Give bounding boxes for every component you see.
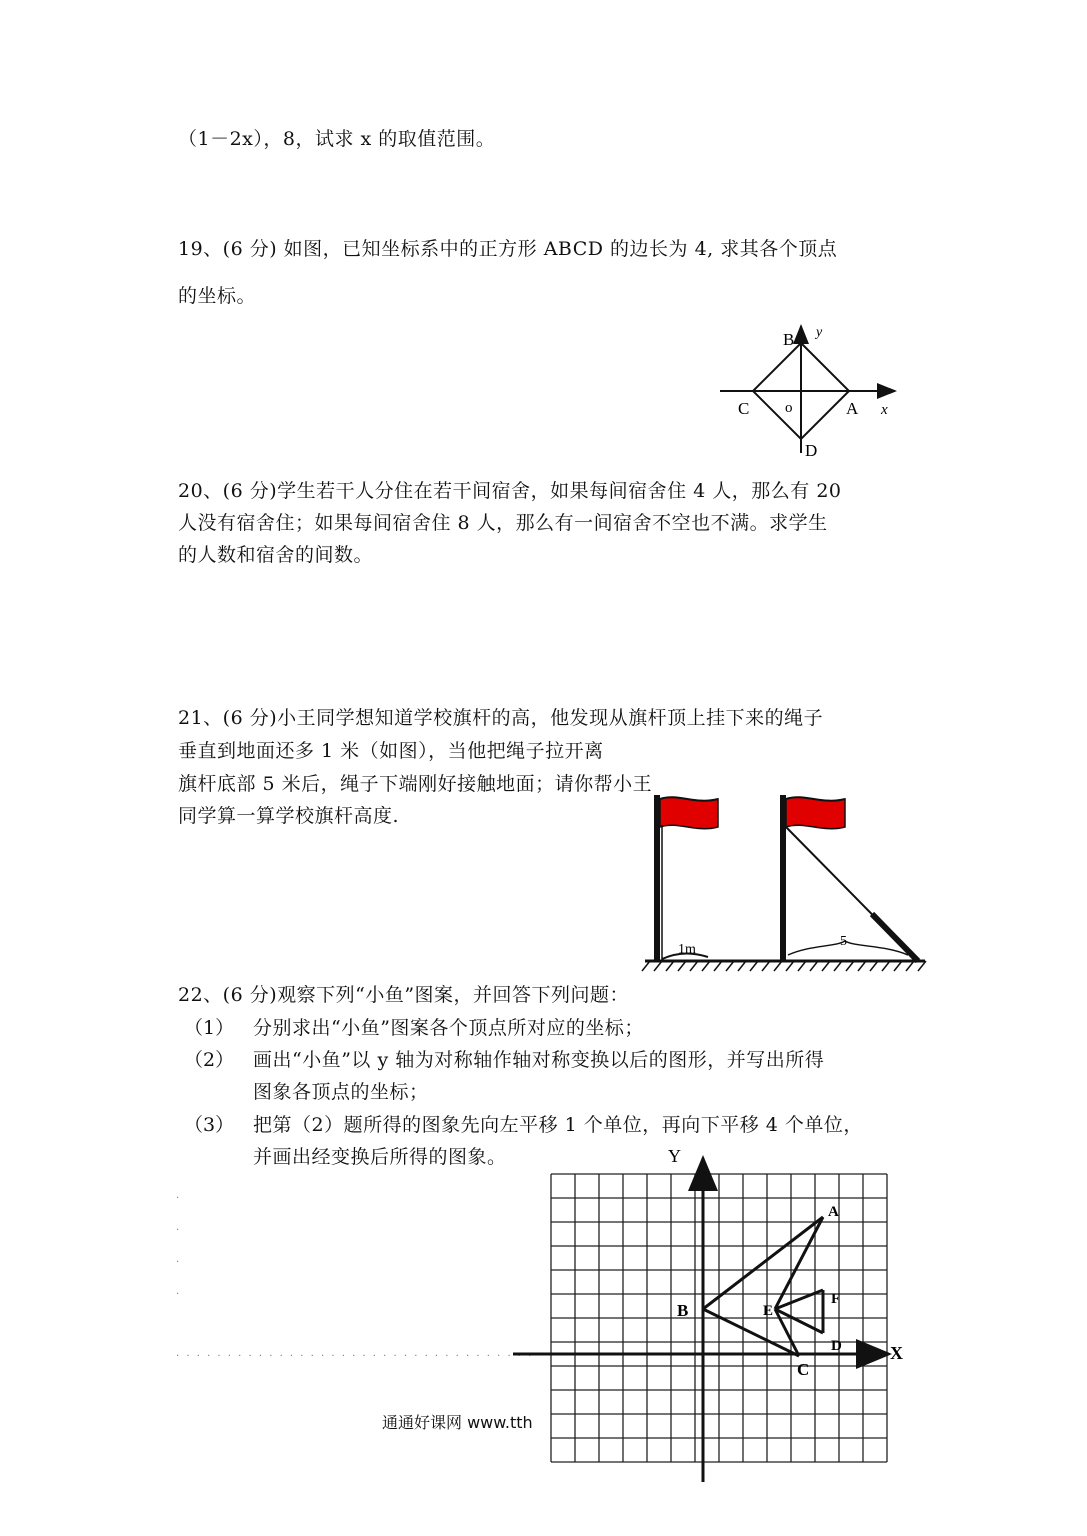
q19-line2: 的坐标。: [178, 285, 257, 307]
q19-label-b: B: [783, 330, 795, 349]
q22-item3-num: （3）: [184, 1114, 235, 1136]
margin-dot: .: [176, 1222, 182, 1233]
fish-label-y-axis: Y: [668, 1146, 681, 1166]
margin-dot: .: [176, 1254, 182, 1265]
q20-line1: 20、(6 分)学生若干人分住在若干间宿舍，如果每间宿舍住 4 人，那么有 20: [178, 480, 842, 502]
q19-label-x: x: [881, 402, 888, 418]
fish-shape: [703, 1217, 823, 1356]
right-pole: [780, 795, 786, 961]
intro-line: （1－2x），8，试求 x 的取值范围。: [178, 128, 496, 150]
label-1m: 1m: [678, 942, 696, 957]
fish-label-d: D: [831, 1338, 842, 1354]
q19-label-a: A: [846, 399, 859, 418]
left-flag: [660, 797, 718, 828]
fish-label-b: B: [677, 1301, 689, 1320]
q22-item3-text: 把第（2）题所得的图象先向左平移 1 个单位，再向下平移 4 个单位，: [253, 1114, 863, 1136]
q20-line3: 的人数和宿舍的间数。: [178, 544, 374, 566]
margin-dot: .: [176, 1286, 182, 1297]
q21-line2: 垂直到地面还多 1 米（如图），当他把绳子拉开离: [178, 740, 604, 762]
dotted-line: . . . . . . . . . . . . . . . . . . . . . . . . . . . . . . . . . . .: [176, 1348, 534, 1359]
q20-line2: 人没有宿舍住；如果每间宿舍住 8 人，那么有一间宿舍不空也不满。求学生: [178, 512, 828, 534]
q22-item2-text2: 图象各顶点的坐标；: [253, 1081, 429, 1103]
q21-line3: 旗杆底部 5 米后，绳子下端刚好接触地面；请你帮小王: [178, 773, 653, 795]
q21-flagpole-figure: [640, 785, 930, 979]
q21-line4: 同学算一算学校旗杆高度.: [178, 805, 400, 827]
q22-item1-text: 分别求出“小鱼”图案各个顶点所对应的坐标；: [253, 1017, 644, 1039]
q19-square-figure: [715, 318, 915, 467]
slanted-rope-thick: [872, 914, 918, 961]
fish-label-x-axis: X: [890, 1343, 903, 1363]
q21-line1: 21、(6 分)小王同学想知道学校旗杆的高，他发现从旗杆顶上挂下来的绳子: [178, 707, 824, 729]
q22-item1-num: （1）: [184, 1017, 235, 1039]
q19-label-c: C: [738, 399, 750, 418]
fish-label-e: E: [763, 1303, 774, 1319]
q22-item2-text: 画出“小鱼”以 y 轴为对称轴作轴对称变换以后的图形，并写出所得: [253, 1049, 825, 1071]
q22-item2-num: （2）: [184, 1049, 235, 1071]
fish-label-f: F: [831, 1291, 841, 1307]
q19-label-o: o: [785, 400, 793, 416]
margin-dot: .: [176, 1190, 182, 1201]
q19-label-y: y: [816, 325, 823, 340]
q22-item3-text2: 并画出经变换后所得的图象。: [253, 1146, 507, 1168]
fish-label-a: A: [828, 1204, 839, 1220]
q19-label-d: D: [805, 441, 818, 460]
q22-fish-grid-figure: [505, 1140, 925, 1489]
left-pole: [654, 795, 660, 961]
footer-watermark: 通通好课网 www.tth: [382, 1413, 533, 1432]
distance-brace: [788, 941, 908, 955]
right-flag: [786, 797, 845, 828]
q22-line1: 22、(6 分)观察下列“小鱼”图案，并回答下列问题：: [178, 984, 630, 1006]
label-5: 5: [840, 934, 847, 949]
q19-line1: 19、(6 分) 如图，已知坐标系中的正方形 ABCD 的边长为 4, 求其各个顶点: [178, 238, 838, 260]
fish-label-c: C: [797, 1360, 810, 1379]
